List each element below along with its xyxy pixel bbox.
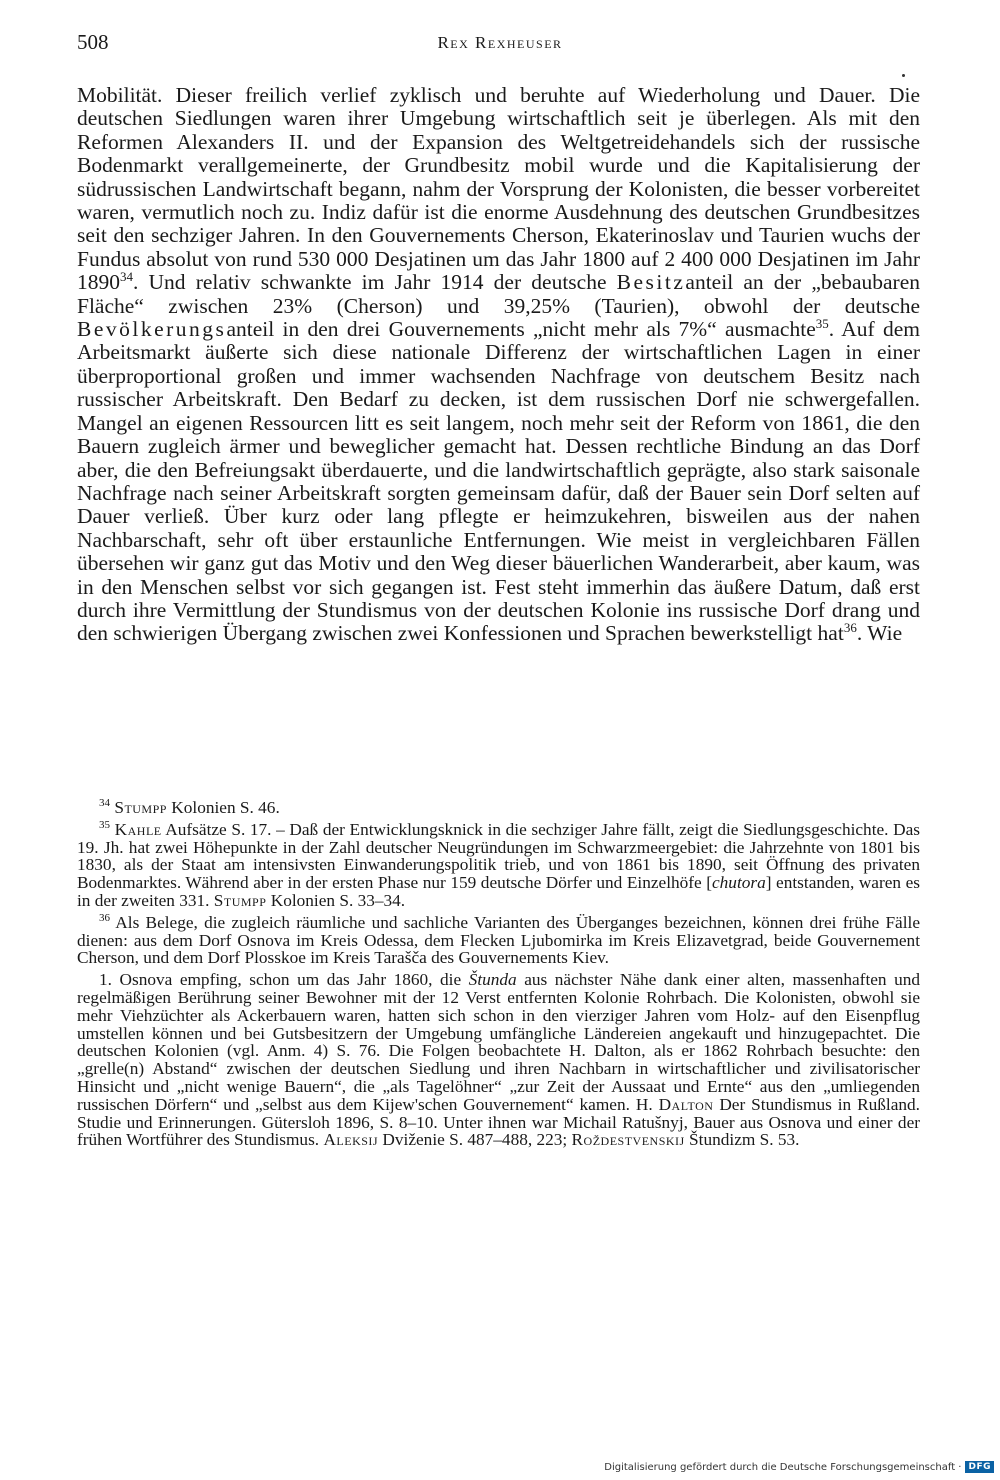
body-paragraph: Mobilität. Dieser freilich verlief zyklisch und beruhte auf Wiederholung und Dauer. Die deutschen Siedlungen waren ihrer Umgebung wirtschaftlich seit je überlegen. Als mit den Reformen Alexanders II. und der Expansion des Weltgetreidehandels sich der russische Bodenmarkt verallgemeinerte, der Grundbesitz mobil wurde und die Kapitalisierung der südrussischen Landwirtschaft begann, nahm der Vorsprung der Kolonisten, die besser vorbereitet waren, vermutlich noch zu. Indiz dafür ist die enorme Ausdehnung des deutschen Grundbesitzes seit den sechziger Jahren. In den Gouvernements Cherson, Ekaterinoslav und Taurien wuchs der Fundus absolut von rund 530 000 Desjatinen um das Jahr 1800 auf 2 400 000 Desjatinen im Jahr 1890$^{34}$. Und relativ schwankte im Jahr 1914 der deutsche Besitzanteil an der „bebaubaren Fläche“ zwischen 23% (Cherson) und 39,25% (Taurien), obwohl der deutsche Bevölkerungsanteil in den drei Gouvernements „nicht mehr als 7%“ ausmachte$^{35}$. Auf dem Arbeitsmarkt äußerte sich diese nationale Differenz der wirtschaftlichen Lagen in einer überproportional großen und immer wachsenden Nachfrage von deutschem Besitz nach russischer Arbeitskraft. Den Bedarf zu decken, ist dem russischen Dorf nie schwergefallen. Mangel an eigenen Ressourcen litt es seit langem, noch mehr seit der Reform von 1861, die den Bauern zugleich ärmer und beweglicher gemacht hat. Dessen rechtliche Bindung an das Dorf aber, die den Befreiungsakt überdauerte, und die landwirtschaftlich geprägte, also stark saisonale Nachfrage nach seiner Arbeitskraft sorgten gemeinsam dafür, daß der Bauer sein Dorf selten auf Dauer verließ. Über kurz oder lang pflegte er heimzukehren, bisweilen aus der nahen Nachbarschaft, sehr oft über erstaunliche Entfernungen. Wie meist in vergleichbaren Fällen übersehen wir ganz gut das Motiv und den Weg dieser bäuerlichen Wanderarbeit, aber kaum, was in den Menschen selbst vor sich gegangen ist. Fest steht immerhin das äußere Datum, daß erst durch ihre Vermittlung der Stundismus von der deutschen Kolonie ins russische Dorf drang und den schwierigen Übergang zwischen zwei Konfessionen und Sprachen bewerkstelligt hat$^{36}$. Wie xyxy=(77,83,920,646)
credit-text: Digitalisierung gefördert durch die Deutsche Forschungsgemeinschaft · xyxy=(604,1461,962,1473)
print-mark xyxy=(902,74,905,77)
running-head: Rex Rexheuser xyxy=(437,33,563,52)
footnote-36: $^{36}$ Als Belege, die zugleich räumliche und sachliche Varianten des Überganges bezeichnen, können drei frühe Fälle dienen: aus dem Dorf Osnova im Kreis Odessa, dem Flecken Ljubomirka im Kreis Elizavetgrad, beide Gouvernement Cherson, und dem Dorf Plosskoe im Kreis Tarašča des Gouvernements Kiev. xyxy=(77,912,920,968)
footnotes xyxy=(77,799,920,1319)
footnote-34: $^{34}$ Stumpp Kolonien S. 46. xyxy=(99,797,280,817)
page-header xyxy=(77,30,923,60)
spaced-emphasis: Besitz xyxy=(616,270,686,295)
footnote-ref-34: 34 xyxy=(120,269,133,285)
page-number: 508 xyxy=(77,30,109,54)
footnote-36-case-1: 1. Osnova empfing, schon um das Jahr 1860, die Štunda aus nächster Nähe dank einer alten, massenhaften und regelmäßigen Berührung seiner Bewohner mit der 12 Verst entfernten Kolonie Rohrbach. Die Kolonisten, obwohl sie mehr Viehzüchter als Ackerbauern waren, hatten sich schon in den vierziger Jahren vom Holz- auf den Eisenpflug umstellen können und bei Gutsbesitzern der Umgebung umfängliche Ländereien angekauft und hinzugepachtet. Die deutschen Kolonien (vgl. Anm. 4) S. 76. Die Folgen beobachtete H. Dalton, als er 1862 Rohrbach besuchte: den „grelle(n) Abstand“ zwischen der deutschen Siedlung und ihren Nachbarn in wirtschaftlicher und zivilisatorischer Hinsicht und „nicht wenige Bauern“, die „als Tagelöhner“ „zur Zeit der Aussaat und Ernte“ aus den „umliegenden russischen Dörfern“ und „selbst aus dem Kijew'schen Gouvernement“ kamen. H. Dalton Der Stundismus in Rußland. Studie und Erinnerungen. Gütersloh 1896, S. 8–10. Unter ihnen war Michail Ratušnyj, Bauer aus Osnova und einer der frühen Wortführer des Stundismus. Aleksij Dviženie S. 487–488, 223; Roždestvenskij Štundizm S. 53. xyxy=(77,970,921,1150)
footnote-ref-35: 35 xyxy=(815,315,829,331)
digitization-credit xyxy=(604,1460,994,1474)
dfg-logo: DFG xyxy=(965,1461,994,1473)
main-text xyxy=(77,84,920,786)
spaced-emphasis: Bevölkerungs xyxy=(77,317,227,342)
footnote-35: $^{35}$ Kahle Aufsätze S. 17. – Daß der Entwicklungsknick in die sechziger Jahre fällt, zeigt die Siedlungsgeschichte. Das 19. Jh. hat zwei Höhepunkte in der Zahl deutscher Neugründungen im Schwarzmeergebiet: die Jahrzehnte von 1801 bis 1830, als der Staat am intensivsten Einwanderungspolitik trieb, und von 1861 bis 1890, seit Öffnung des privaten Bodenmarktes. Während aber in der ersten Phase nur 159 deutsche Dörfer und Einzelhöfe [chutora] entstanden, waren es in der zweiten 331. Stumpp Kolonien S. 33–34. xyxy=(77,819,920,910)
footnote-ref-36: 36 xyxy=(843,620,857,636)
